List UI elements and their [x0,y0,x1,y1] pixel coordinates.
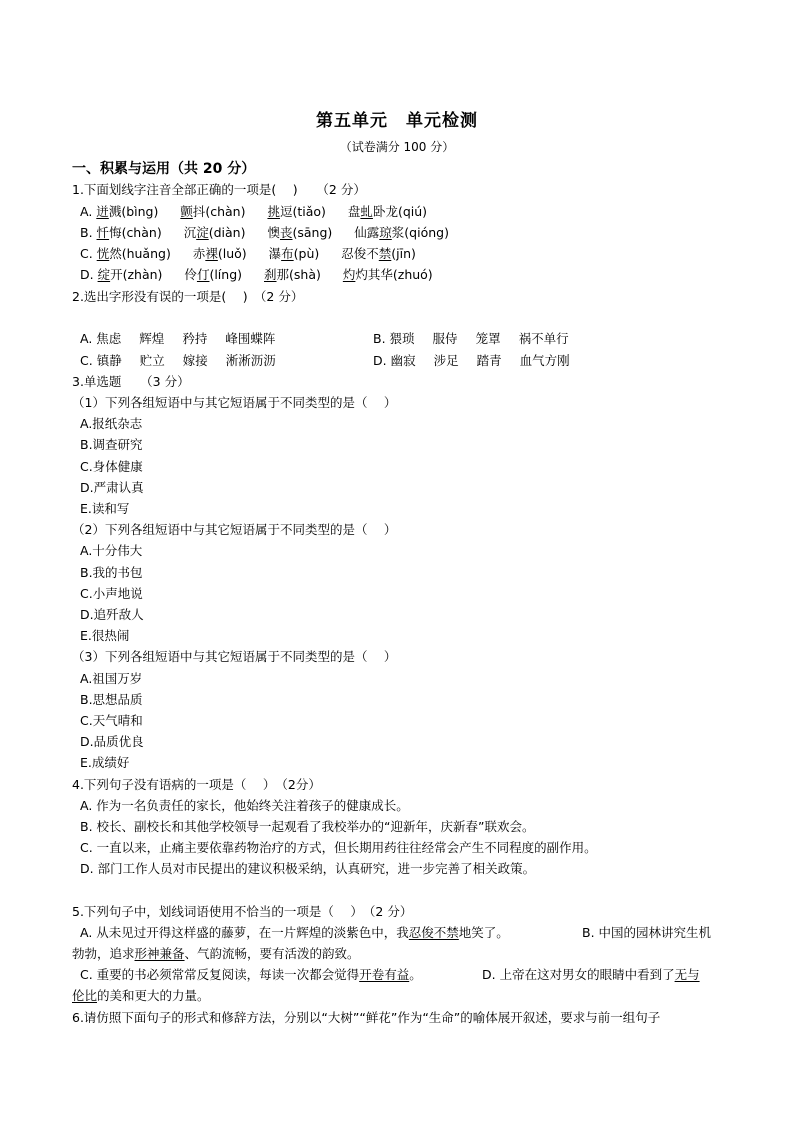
q1-d-word-3: 刹那(shà) [264,267,321,282]
q3-sub3-option: A.祖国万岁 [80,671,143,686]
q5-option-d: D. 上帝在这对男女的眼睛中看到了无与 [482,967,700,982]
q5-option-d-cont: 伦比的美和更大的力量。 [72,988,210,1003]
q3-sub1-option: C.身体健康 [80,459,143,474]
q4-stem: 4.下列句子没有语病的一项是（ ） （2分） [72,777,321,792]
q1-c-word-2: 赤裸(luǒ) [192,246,247,261]
q2-option-d: D. 幽寂 涉足 踏青 血气方刚 [373,353,570,368]
q3-stem: 3.单选题 （3 分） [72,374,190,389]
q3-sub3-option: B.思想品质 [80,692,143,707]
q3-sub1-option: E.读和写 [80,501,130,516]
q1-b-word-1: 忏悔(chàn) [96,225,162,240]
q4-option-d: D. 部门工作人员对市民提出的建议积极采纳，认真研究，进一步完善了相关政策。 [80,861,536,876]
q1-d-word-2: 伶仃(líng) [184,267,243,282]
q3-sub2-option: A.十分伟大 [80,543,143,558]
q4-option-b: B. 校长、副校长和其他学校领导一起观看了我校举办的“迎新年，庆新春”联欢会。 [80,819,535,834]
q3-sub1-option: D.严肃认真 [80,480,144,495]
q1-c-word-4: 忍俊不禁(jīn) [341,246,416,261]
q3-sub2-stem: （2）下列各组短语中与其它短语属于不同类型的是（ ） [72,522,397,537]
q1-c-word-3: 瀑布(pù) [268,246,320,261]
q5-stem: 5.下列句子中，划线词语使用不恰当的一项是（ ） （2 分） [72,904,413,919]
q5-option-a: A. 从未见过开得这样盛的藤萝，在一片辉煌的淡紫色中，我忍俊不禁地笑了。 [80,925,509,940]
q3-sub2-option: C.小声地说 [80,586,143,601]
q2-option-c: C. 镇静 贮立 嫁接 淅淅沥沥 [80,353,276,368]
q2-stem: 2.选出字形没有误的一项是( ) （2 分） [72,289,304,304]
q2-option-a: A. 焦虑 辉煌 矜持 峰围蝶阵 [80,331,276,346]
q1-c-word-1: 恍然(huǎng) [96,246,171,261]
q1-b-word-3: 懊丧(sāng) [267,225,333,240]
section-heading: 一、积累与运用（共 20 分） [72,161,256,177]
q3-sub1-option: A.报纸杂志 [80,416,143,431]
q1-d-word-1: 绽开(zhàn) [97,267,163,282]
q2-option-b: B. 猥琐 服侍 笼罩 祸不单行 [373,331,569,346]
q3-sub1-option: B.调查研究 [80,437,143,452]
q3-sub2-option: E.很热闹 [80,628,130,643]
q1-a-word-3: 挑逗(tiǎo) [267,204,326,219]
q1-option-c: C. 恍然(huǎng) 赤裸(luǒ) 瀑布(pù) 忍俊不禁(jīn) [80,246,416,261]
q3-sub2-option: D.追歼敌人 [80,607,144,622]
q3-sub1-stem: （1）下列各组短语中与其它短语属于不同类型的是（ ） [72,395,397,410]
q1-option-a: A. 迸溅(bìng) 颤抖(chàn) 挑逗(tiǎo) 盘虬卧龙(qiú) [80,204,428,219]
q1-d-word-4: 灼灼其华(zhuó) [342,267,433,282]
q1-a-word-2: 颤抖(chàn) [180,204,246,219]
page-title: 第五单元 单元检测 [316,111,478,131]
q1-b-word-4: 仙露琼浆(qióng) [354,225,449,240]
q1-b-word-2: 沉淀(diàn) [183,225,246,240]
q5-option-c: C. 重要的书必须常常反复阅读，每读一次都会觉得开卷有益。 [80,967,422,982]
q3-sub3-stem: （3）下列各组短语中与其它短语属于不同类型的是（ ） [72,649,397,664]
q3-sub3-option: C.天气晴和 [80,713,143,728]
q3-sub2-option: B.我的书包 [80,565,143,580]
q1-stem: 1.下面划线字注音全部正确的一项是( ) （2 分） [72,182,366,197]
q4-option-c: C. 一直以来，止痛主要依靠药物治疗的方式，但长期用药往往经常会产生不同程度的副作用。 [80,840,597,855]
q3-sub3-option: E.成绩好 [80,755,130,770]
q5-option-b-cont: 勃勃，追求形神兼备、气韵流畅，要有活泼的韵致。 [72,946,360,961]
page-subtitle: （试卷满分 100 分） [339,140,455,154]
q5-option-b-start: B. 中国的园林讲究生机 [582,925,712,940]
q3-sub3-option: D.品质优良 [80,734,144,749]
q6-stem: 6.请仿照下面句子的形式和修辞方法，分别以“大树”“鲜花”作为“生命”的喻体展开叙述，要求与前一组句子 [72,1010,661,1025]
q1-a-word-1: 迸溅(bìng) [96,204,159,219]
q1-option-d: D. 绽开(zhàn) 伶仃(líng) 刹那(shà) 灼灼其华(zhuó) [80,267,433,282]
q1-option-b: B. 忏悔(chàn) 沉淀(diàn) 懊丧(sāng) 仙露琼浆(qióng) [80,225,449,240]
q4-option-a: A. 作为一名负责任的家长，他始终关注着孩子的健康成长。 [80,798,409,813]
q1-a-word-4: 盘虬卧龙(qiú) [347,204,428,219]
